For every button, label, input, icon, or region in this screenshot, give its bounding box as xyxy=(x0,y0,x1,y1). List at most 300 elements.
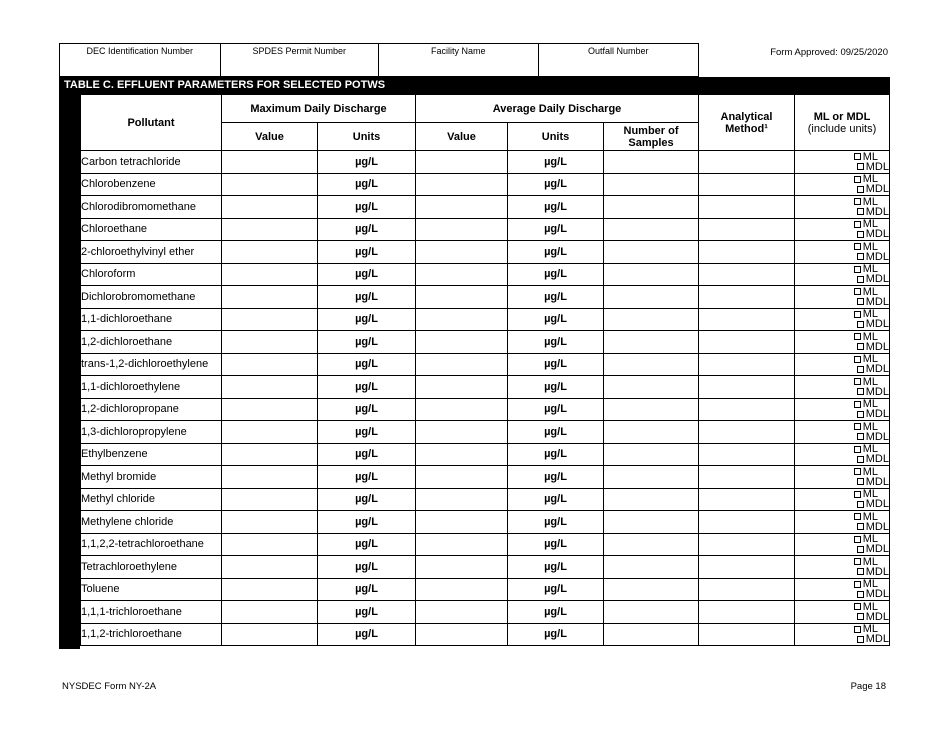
max-value-cell[interactable] xyxy=(222,443,318,466)
mdl-checkbox[interactable] xyxy=(857,321,864,328)
mdl-option[interactable] xyxy=(795,274,889,284)
ml-checkbox[interactable] xyxy=(854,378,861,385)
table-row xyxy=(81,286,890,309)
num-samples-cell[interactable] xyxy=(604,511,699,534)
max-units-cell: µg/L xyxy=(318,533,416,556)
max-value-cell[interactable] xyxy=(222,623,318,646)
mdl-label: MDL xyxy=(865,543,889,556)
mdl-label: MDL xyxy=(865,565,889,578)
mdl-checkbox[interactable] xyxy=(857,613,864,620)
max-value-cell[interactable] xyxy=(222,578,318,601)
max-value-cell[interactable] xyxy=(222,511,318,534)
mdl-option[interactable] xyxy=(795,297,889,307)
ml-checkbox[interactable] xyxy=(854,198,861,205)
num-samples-cell[interactable] xyxy=(604,578,699,601)
ml-mdl-cell xyxy=(795,578,890,601)
max-value-cell[interactable] xyxy=(222,398,318,421)
mdl-checkbox[interactable] xyxy=(857,208,864,215)
analytical-method-cell[interactable] xyxy=(699,263,795,286)
mdl-checkbox[interactable] xyxy=(857,186,864,193)
num-samples-cell[interactable] xyxy=(604,466,699,489)
mdl-label: MDL xyxy=(865,475,889,488)
ml-mdl-cell xyxy=(795,488,890,511)
mdl-label: MDL xyxy=(865,183,889,196)
ml-checkbox[interactable] xyxy=(854,491,861,498)
mdl-checkbox[interactable] xyxy=(857,231,864,238)
max-value-cell[interactable] xyxy=(222,241,318,264)
analytical-method-cell[interactable] xyxy=(699,601,795,624)
table-row xyxy=(81,398,890,421)
facility-name-field[interactable]: Facility Name xyxy=(378,44,538,76)
max-units-cell: µg/L xyxy=(318,601,416,624)
avg-value-cell[interactable] xyxy=(416,173,508,196)
analytical-method-cell[interactable] xyxy=(699,308,795,331)
ml-label: ML xyxy=(862,285,878,298)
mdl-option[interactable] xyxy=(795,477,889,487)
ml-mdl-cell xyxy=(795,556,890,579)
ml-checkbox[interactable] xyxy=(854,558,861,565)
ml-checkbox[interactable] xyxy=(854,356,861,363)
pollutant-name: 1,1,2-trichloroethane xyxy=(81,623,222,646)
avg-value-cell[interactable] xyxy=(416,533,508,556)
ml-mdl-cell xyxy=(795,331,890,354)
ml-mdl-header xyxy=(795,95,890,151)
pollutant-name: 1,2-dichloropropane xyxy=(81,398,222,421)
mdl-label: MDL xyxy=(865,520,889,533)
num-samples-cell[interactable] xyxy=(604,443,699,466)
ml-mdl-cell xyxy=(795,196,890,219)
avg-value-cell[interactable] xyxy=(416,331,508,354)
ml-mdl-cell xyxy=(795,601,890,624)
avg-units-cell: µg/L xyxy=(508,286,604,309)
mdl-checkbox[interactable] xyxy=(857,456,864,463)
ml-label: ML xyxy=(862,398,878,411)
table-row xyxy=(81,196,890,219)
max-value-cell[interactable] xyxy=(222,556,318,579)
max-units-cell: µg/L xyxy=(318,241,416,264)
ml-label: ML xyxy=(862,173,878,186)
table-row xyxy=(81,488,890,511)
analytical-method-cell[interactable] xyxy=(699,353,795,376)
pollutant-name: 1,3-dichloropropylene xyxy=(81,421,222,444)
avg-value-cell[interactable] xyxy=(416,488,508,511)
mdl-checkbox[interactable] xyxy=(857,591,864,598)
mdl-option[interactable] xyxy=(795,454,889,464)
table-row xyxy=(81,353,890,376)
analytical-method-cell[interactable] xyxy=(699,578,795,601)
analytical-method-cell[interactable] xyxy=(699,241,795,264)
ml-mdl-cell xyxy=(795,241,890,264)
form-approved-date: Form Approved: 09/25/2020 xyxy=(770,47,888,58)
pollutant-name: Methylene chloride xyxy=(81,511,222,534)
max-value-header: Value xyxy=(222,123,318,151)
table-row xyxy=(81,533,890,556)
table-row xyxy=(81,601,890,624)
avg-units-cell: µg/L xyxy=(508,511,604,534)
avg-units-cell: µg/L xyxy=(508,421,604,444)
mdl-label: MDL xyxy=(865,610,889,623)
mdl-option[interactable] xyxy=(795,342,889,352)
max-value-cell[interactable] xyxy=(222,308,318,331)
avg-value-cell[interactable] xyxy=(416,601,508,624)
outfall-number-field[interactable]: Outfall Number xyxy=(538,44,699,76)
max-value-cell[interactable] xyxy=(222,376,318,399)
max-daily-header: Maximum Daily Discharge xyxy=(222,95,416,123)
avg-value-cell[interactable] xyxy=(416,308,508,331)
avg-value-cell[interactable] xyxy=(416,443,508,466)
mdl-option[interactable] xyxy=(795,634,889,644)
avg-units-cell: µg/L xyxy=(508,556,604,579)
ml-checkbox[interactable] xyxy=(854,221,861,228)
avg-value-cell[interactable] xyxy=(416,376,508,399)
analytical-method-cell[interactable] xyxy=(699,173,795,196)
avg-value-cell[interactable] xyxy=(416,511,508,534)
num-samples-cell[interactable] xyxy=(604,376,699,399)
max-value-cell[interactable] xyxy=(222,488,318,511)
avg-units-cell: µg/L xyxy=(508,331,604,354)
mdl-checkbox[interactable] xyxy=(857,298,864,305)
analytical-method-cell[interactable] xyxy=(699,151,795,174)
table-row xyxy=(81,466,890,489)
num-samples-cell[interactable] xyxy=(604,151,699,174)
mdl-label: MDL xyxy=(865,318,889,331)
max-value-cell[interactable] xyxy=(222,196,318,219)
analytical-method-cell[interactable] xyxy=(699,533,795,556)
analytical-method-cell[interactable] xyxy=(699,196,795,219)
ml-label: ML xyxy=(862,600,878,613)
effluent-table xyxy=(80,94,890,646)
table-row xyxy=(81,241,890,264)
ml-checkbox[interactable] xyxy=(854,153,861,160)
pollutant-name: Methyl chloride xyxy=(81,488,222,511)
mdl-option[interactable] xyxy=(795,207,889,217)
num-samples-cell[interactable] xyxy=(604,421,699,444)
max-units-cell: µg/L xyxy=(318,376,416,399)
ml-label: ML xyxy=(862,420,878,433)
max-value-cell[interactable] xyxy=(222,151,318,174)
pollutant-name: Ethylbenzene xyxy=(81,443,222,466)
mdl-label: MDL xyxy=(865,430,889,443)
ml-checkbox[interactable] xyxy=(854,513,861,520)
avg-value-cell[interactable] xyxy=(416,196,508,219)
avg-units-cell: µg/L xyxy=(508,308,604,331)
mdl-checkbox[interactable] xyxy=(857,276,864,283)
num-samples-cell[interactable] xyxy=(604,398,699,421)
pollutant-name: 2-chloroethylvinyl ether xyxy=(81,241,222,264)
ml-mdl-cell xyxy=(795,533,890,556)
num-samples-cell[interactable] xyxy=(604,331,699,354)
ml-checkbox[interactable] xyxy=(854,536,861,543)
ml-label: ML xyxy=(862,218,878,231)
mdl-option[interactable] xyxy=(795,589,889,599)
ml-checkbox[interactable] xyxy=(854,468,861,475)
analytical-method-cell[interactable] xyxy=(699,623,795,646)
max-units-cell: µg/L xyxy=(318,556,416,579)
mdl-checkbox[interactable] xyxy=(857,546,864,553)
mdl-checkbox[interactable] xyxy=(857,636,864,643)
max-value-cell[interactable] xyxy=(222,286,318,309)
num-samples-cell[interactable] xyxy=(604,241,699,264)
avg-value-cell[interactable] xyxy=(416,421,508,444)
max-units-cell: µg/L xyxy=(318,263,416,286)
analytical-method-cell[interactable] xyxy=(699,398,795,421)
mdl-option[interactable] xyxy=(795,522,889,532)
max-value-cell[interactable] xyxy=(222,466,318,489)
analytical-method-header: Analytical Method¹ xyxy=(699,95,795,151)
max-units-cell: µg/L xyxy=(318,196,416,219)
mdl-label: MDL xyxy=(865,385,889,398)
ml-checkbox[interactable] xyxy=(854,311,861,318)
mdl-label: MDL xyxy=(865,205,889,218)
max-units-cell: µg/L xyxy=(318,488,416,511)
mdl-label: MDL xyxy=(865,340,889,353)
analytical-method-cell[interactable] xyxy=(699,511,795,534)
max-value-cell[interactable] xyxy=(222,331,318,354)
avg-value-cell[interactable] xyxy=(416,151,508,174)
ml-checkbox[interactable] xyxy=(854,243,861,250)
ml-mdl-cell xyxy=(795,151,890,174)
ml-mdl-cell xyxy=(795,466,890,489)
max-units-cell: µg/L xyxy=(318,353,416,376)
ml-checkbox[interactable] xyxy=(854,176,861,183)
analytical-method-cell[interactable] xyxy=(699,286,795,309)
mdl-checkbox[interactable] xyxy=(857,568,864,575)
num-samples-cell[interactable] xyxy=(604,196,699,219)
max-units-cell: µg/L xyxy=(318,173,416,196)
max-units-cell: µg/L xyxy=(318,151,416,174)
ml-label: ML xyxy=(862,150,878,163)
max-value-cell[interactable] xyxy=(222,173,318,196)
mdl-option[interactable] xyxy=(795,319,889,329)
analytical-method-cell[interactable] xyxy=(699,443,795,466)
ml-label: ML xyxy=(862,240,878,253)
avg-units-cell: µg/L xyxy=(508,196,604,219)
num-samples-cell[interactable] xyxy=(604,488,699,511)
ml-checkbox[interactable] xyxy=(854,603,861,610)
avg-units-cell: µg/L xyxy=(508,263,604,286)
pollutant-name: 1,2-dichloroethane xyxy=(81,331,222,354)
mdl-checkbox[interactable] xyxy=(857,411,864,418)
max-units-cell: µg/L xyxy=(318,466,416,489)
num-samples-cell[interactable] xyxy=(604,601,699,624)
table-row xyxy=(81,151,890,174)
mdl-option[interactable] xyxy=(795,567,889,577)
max-value-cell[interactable] xyxy=(222,421,318,444)
mdl-label: MDL xyxy=(865,408,889,421)
max-value-cell[interactable] xyxy=(222,601,318,624)
num-samples-cell[interactable] xyxy=(604,308,699,331)
mdl-checkbox[interactable] xyxy=(857,253,864,260)
avg-value-header: Value xyxy=(416,123,508,151)
ml-mdl-title: ML or MDL xyxy=(813,110,871,123)
pollutant-name: Chlorobenzene xyxy=(81,173,222,196)
mdl-checkbox[interactable] xyxy=(857,388,864,395)
mdl-checkbox[interactable] xyxy=(857,163,864,170)
ml-label: ML xyxy=(862,510,878,523)
mdl-checkbox[interactable] xyxy=(857,366,864,373)
mdl-checkbox[interactable] xyxy=(857,343,864,350)
identification-header xyxy=(59,43,699,77)
ml-mdl-cell xyxy=(795,263,890,286)
pollutant-name: 1,1,1-trichloroethane xyxy=(81,601,222,624)
mdl-checkbox[interactable] xyxy=(857,433,864,440)
table-title: TABLE C. EFFLUENT PARAMETERS FOR SELECTED POTWS xyxy=(59,77,890,94)
avg-units-cell: µg/L xyxy=(508,173,604,196)
avg-value-cell[interactable] xyxy=(416,398,508,421)
ml-checkbox[interactable] xyxy=(854,333,861,340)
num-samples-cell[interactable] xyxy=(604,286,699,309)
mdl-option[interactable] xyxy=(795,612,889,622)
mdl-label: MDL xyxy=(865,250,889,263)
ml-label: ML xyxy=(862,488,878,501)
table-row xyxy=(81,308,890,331)
avg-value-cell[interactable] xyxy=(416,578,508,601)
mdl-checkbox[interactable] xyxy=(857,523,864,530)
avg-units-cell: µg/L xyxy=(508,241,604,264)
ml-checkbox[interactable] xyxy=(854,423,861,430)
max-units-header: Units xyxy=(318,123,416,151)
ml-mdl-cell xyxy=(795,623,890,646)
pollutant-name: Tetrachloroethylene xyxy=(81,556,222,579)
ml-label: ML xyxy=(862,353,878,366)
mdl-label: MDL xyxy=(865,453,889,466)
pollutant-name: Chloroform xyxy=(81,263,222,286)
analytical-method-cell[interactable] xyxy=(699,488,795,511)
ml-label: ML xyxy=(862,263,878,276)
num-samples-cell[interactable] xyxy=(604,353,699,376)
avg-units-cell: µg/L xyxy=(508,601,604,624)
ml-label: ML xyxy=(862,443,878,456)
avg-value-cell[interactable] xyxy=(416,556,508,579)
mdl-checkbox[interactable] xyxy=(857,478,864,485)
avg-units-cell: µg/L xyxy=(508,218,604,241)
avg-value-cell[interactable] xyxy=(416,286,508,309)
table-body xyxy=(81,151,890,646)
mdl-option[interactable] xyxy=(795,499,889,509)
mdl-option[interactable] xyxy=(795,184,889,194)
ml-label: ML xyxy=(862,578,878,591)
mdl-checkbox[interactable] xyxy=(857,501,864,508)
mdl-label: MDL xyxy=(865,160,889,173)
ml-checkbox[interactable] xyxy=(854,401,861,408)
avg-value-cell[interactable] xyxy=(416,353,508,376)
max-units-cell: µg/L xyxy=(318,308,416,331)
ml-checkbox[interactable] xyxy=(854,581,861,588)
avg-value-cell[interactable] xyxy=(416,263,508,286)
max-units-cell: µg/L xyxy=(318,623,416,646)
pollutant-name: Carbon tetrachloride xyxy=(81,151,222,174)
avg-units-header: Units xyxy=(508,123,604,151)
ml-checkbox[interactable] xyxy=(854,446,861,453)
analytical-method-cell[interactable] xyxy=(699,218,795,241)
max-units-cell: µg/L xyxy=(318,218,416,241)
dec-id-field[interactable]: DEC Identification Number xyxy=(86,46,194,56)
table-row xyxy=(81,263,890,286)
table-row xyxy=(81,623,890,646)
mdl-option[interactable] xyxy=(795,229,889,239)
max-units-cell: µg/L xyxy=(318,578,416,601)
pollutant-name: 1,1-dichloroethylene xyxy=(81,376,222,399)
ml-checkbox[interactable] xyxy=(854,288,861,295)
num-samples-cell[interactable] xyxy=(604,263,699,286)
analytical-method-cell[interactable] xyxy=(699,376,795,399)
mdl-label: MDL xyxy=(865,498,889,511)
max-units-cell: µg/L xyxy=(318,443,416,466)
avg-units-cell: µg/L xyxy=(508,623,604,646)
num-samples-cell[interactable] xyxy=(604,533,699,556)
pollutant-name: Toluene xyxy=(81,578,222,601)
table-row xyxy=(81,218,890,241)
pollutant-name: Chlorodibromomethane xyxy=(81,196,222,219)
avg-value-cell[interactable] xyxy=(416,466,508,489)
num-samples-cell[interactable] xyxy=(604,623,699,646)
avg-units-cell: µg/L xyxy=(508,533,604,556)
mdl-option[interactable] xyxy=(795,252,889,262)
avg-units-cell: µg/L xyxy=(508,398,604,421)
pollutant-name: Methyl bromide xyxy=(81,466,222,489)
avg-units-cell: µg/L xyxy=(508,353,604,376)
avg-value-cell[interactable] xyxy=(416,623,508,646)
num-samples-cell[interactable] xyxy=(604,218,699,241)
avg-value-cell[interactable] xyxy=(416,218,508,241)
spdes-permit-field[interactable]: SPDES Permit Number xyxy=(220,44,379,76)
max-value-cell[interactable] xyxy=(222,263,318,286)
avg-units-cell: µg/L xyxy=(508,376,604,399)
analytical-method-cell[interactable] xyxy=(699,556,795,579)
analytical-method-cell[interactable] xyxy=(699,421,795,444)
pollutant-name: Dichlorobromomethane xyxy=(81,286,222,309)
max-value-cell[interactable] xyxy=(222,218,318,241)
avg-units-cell: µg/L xyxy=(508,578,604,601)
max-units-cell: µg/L xyxy=(318,286,416,309)
avg-units-cell: µg/L xyxy=(508,466,604,489)
mdl-option[interactable] xyxy=(795,409,889,419)
ml-label: ML xyxy=(862,308,878,321)
ml-label: ML xyxy=(862,375,878,388)
pollutant-name: Chloroethane xyxy=(81,218,222,241)
num-samples-cell[interactable] xyxy=(604,173,699,196)
mdl-label: MDL xyxy=(865,588,889,601)
form-name: NYSDEC Form NY-2A xyxy=(62,681,157,692)
analytical-method-cell[interactable] xyxy=(699,331,795,354)
table-row xyxy=(81,556,890,579)
avg-value-cell[interactable] xyxy=(416,241,508,264)
analytical-method-cell[interactable] xyxy=(699,466,795,489)
pollutant-name: 1,1,2,2-tetrachloroethane xyxy=(81,533,222,556)
ml-checkbox[interactable] xyxy=(854,266,861,273)
ml-mdl-cell xyxy=(795,421,890,444)
ml-mdl-cell xyxy=(795,218,890,241)
max-value-cell[interactable] xyxy=(222,353,318,376)
mdl-option[interactable] xyxy=(795,364,889,374)
ml-label: ML xyxy=(862,330,878,343)
mdl-option[interactable] xyxy=(795,544,889,554)
ml-checkbox[interactable] xyxy=(854,626,861,633)
pollutant-name: trans-1,2-dichloroethylene xyxy=(81,353,222,376)
num-samples-cell[interactable] xyxy=(604,556,699,579)
ml-mdl-cell xyxy=(795,376,890,399)
table-row xyxy=(81,173,890,196)
table-row xyxy=(81,376,890,399)
max-value-cell[interactable] xyxy=(222,533,318,556)
pollutant-header: Pollutant xyxy=(81,95,222,151)
mdl-option[interactable] xyxy=(795,387,889,397)
ml-mdl-cell xyxy=(795,443,890,466)
avg-units-cell: µg/L xyxy=(508,151,604,174)
mdl-option[interactable] xyxy=(795,162,889,172)
mdl-option[interactable] xyxy=(795,432,889,442)
ml-mdl-cell xyxy=(795,511,890,534)
